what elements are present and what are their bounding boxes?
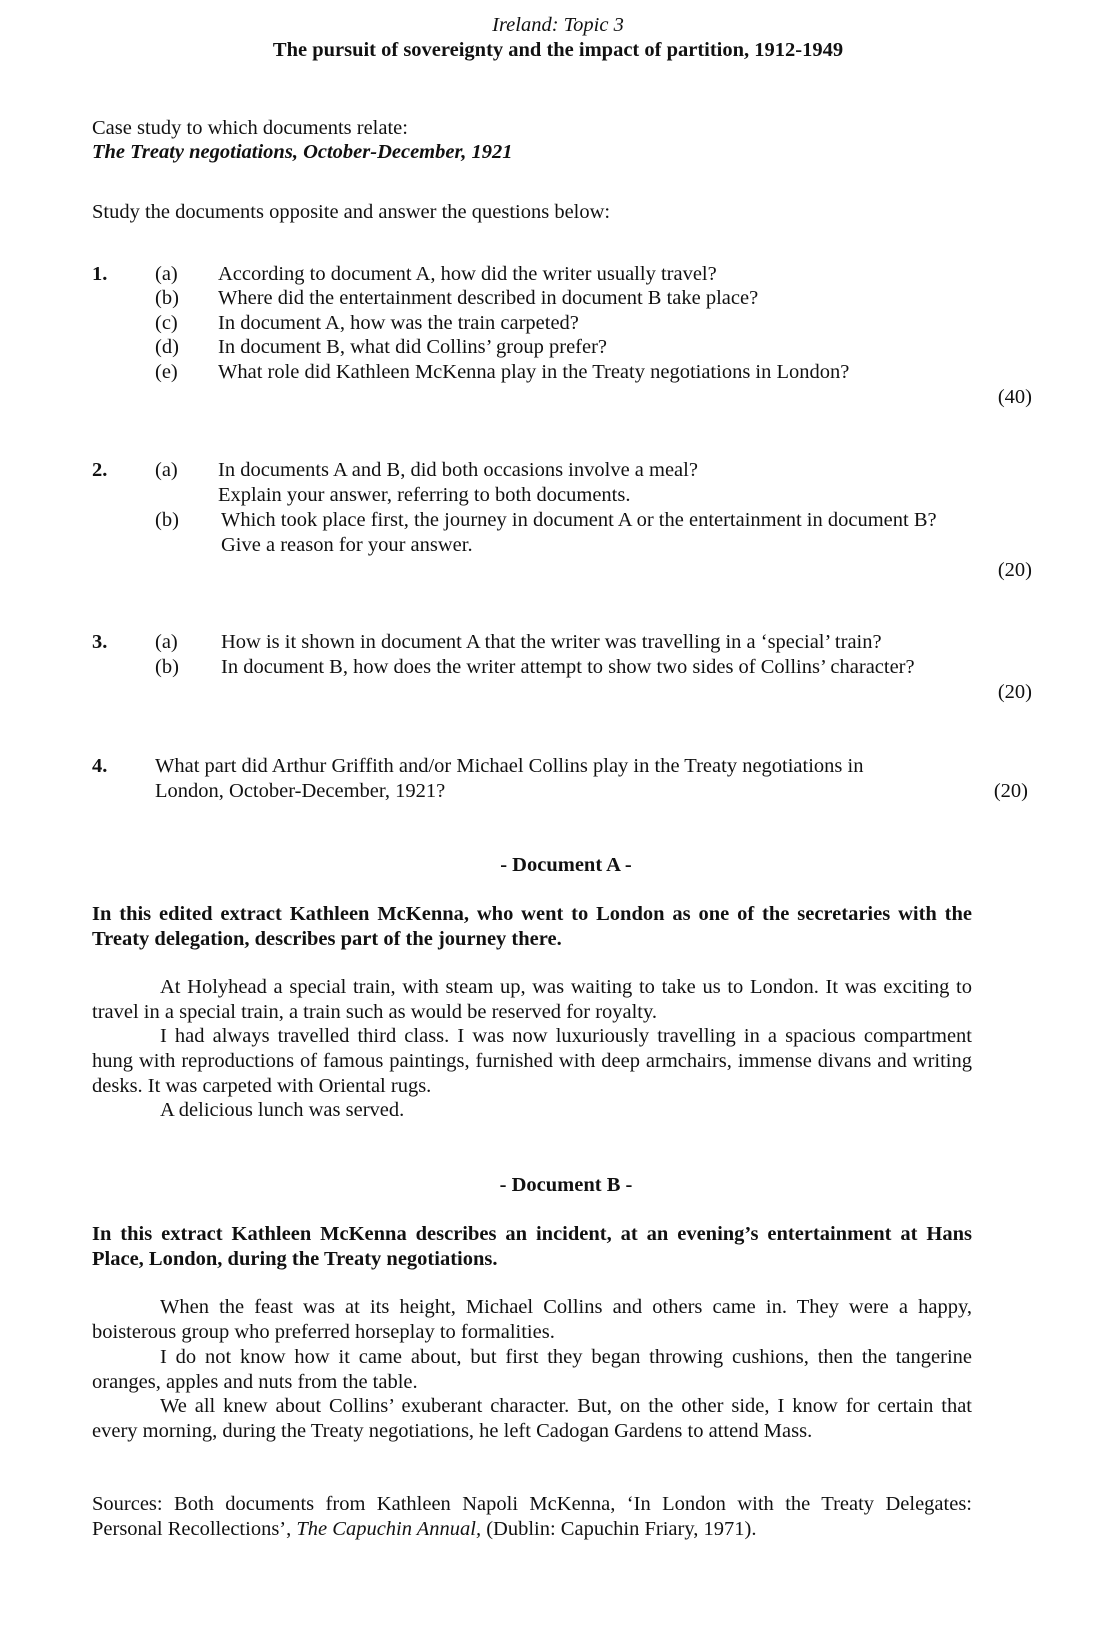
question-part-letter: (a) — [155, 459, 178, 481]
case-study-label: Case study to which documents relate: — [92, 117, 408, 139]
document-b-intro: In this extract Kathleen McKenna describes an incident, at an evening’s entertainment at Hans Place, London, during the Treaty negotiations. — [92, 1223, 972, 1270]
question-part-letter: (e) — [155, 361, 178, 383]
question-part-text: In document B, what did Collins’ group prefer? — [218, 336, 608, 358]
sources-journal: The Capuchin Annual, — [296, 1518, 482, 1540]
document-a-heading: - Document A - — [500, 854, 632, 876]
document-b-heading: - Document B - — [499, 1174, 633, 1196]
marks-label: (20) — [997, 559, 1032, 581]
case-study-name: The Treaty negotiations, October-December, 1921 — [92, 141, 513, 163]
question-part-text: Where did the entertainment described in document B take place? — [218, 287, 759, 309]
question-part-letter: (a) — [155, 263, 178, 285]
question-part-text: In documents A and B, did both occasions involve a meal? — [218, 459, 698, 481]
document-b-paragraph: When the feast was at its height, Michael Collins and others came in. They were a happy, boisterous group who preferred horseplay to formalities. — [92, 1296, 972, 1343]
question-part-letter: (b) — [155, 656, 179, 678]
sources-citation — [92, 1492, 972, 1542]
question-part-letter: (a) — [155, 631, 178, 653]
document-b-paragraph: I do not know how it came about, but first they began throwing cushions, then the tangerine oranges, apples and nuts from the table. — [92, 1346, 972, 1393]
marks-label: (20) — [993, 780, 1028, 802]
question-part-letter: (b) — [155, 509, 179, 531]
question-part-text: How is it shown in document A that the writer was travelling in a ‘special’ train? — [221, 631, 882, 653]
question-part-text: Which took place first, the journey in document A or the entertainment in document B? — [221, 509, 937, 531]
question-number: 4. — [92, 755, 108, 777]
document-a-paragraph: I had always travelled third class. I was now luxuriously travelling in a spacious compartment hung with reproductions of famous paintings, furnished with deep armchairs, immense divans and writing desks. It was carpeted with Oriental rugs. — [92, 1025, 972, 1097]
question-part-letter: (d) — [155, 336, 179, 358]
page-title: The pursuit of sovereignty and the impact of partition, 1912-1949 — [272, 39, 844, 61]
marks-label: (20) — [997, 681, 1032, 703]
question-text: What part did Arthur Griffith and/or Michael Collins play in the Treaty negotiations in — [155, 755, 864, 777]
question-part-text: Give a reason for your answer. — [221, 534, 473, 556]
document-a-intro: In this edited extract Kathleen McKenna, who went to London as one of the secretaries with the Treaty delegation, describes part of the journey there. — [92, 903, 972, 950]
marks-label: (40) — [997, 386, 1032, 408]
document-a-paragraph: At Holyhead a special train, with steam up, was waiting to take us to London. It was exciting to travel in a special train, a train such as would be reserved for royalty. — [92, 976, 972, 1023]
document-a-paragraph: A delicious lunch was served. — [160, 1099, 405, 1121]
sources-suffix: (Dublin: Capuchin Friary, 1971). — [481, 1518, 757, 1540]
question-number: 2. — [92, 459, 108, 481]
question-part-text: In document B, how does the writer attempt to show two sides of Collins’ character? — [221, 656, 915, 678]
instruction-text: Study the documents opposite and answer the questions below: — [92, 201, 611, 223]
question-number: 1. — [92, 263, 108, 285]
question-part-letter: (b) — [155, 287, 179, 309]
topic-heading: Ireland: Topic 3 — [492, 14, 624, 36]
question-text: London, October-December, 1921? — [155, 780, 446, 802]
document-b-paragraph: We all knew about Collins’ exuberant character. But, on the other side, I know for certain that every morning, during the Treaty negotiations, he left Cadogan Gardens to attend Mass. — [92, 1395, 972, 1442]
question-part-text: According to document A, how did the writer usually travel? — [218, 263, 717, 285]
question-part-text: Explain your answer, referring to both documents. — [218, 484, 631, 506]
sources-prefix: Sources: Both documents from Kathleen Napoli McKenna, ‘In London with the Treaty Delegates: Personal Recollections’, — [92, 1493, 972, 1540]
question-part-letter: (c) — [155, 312, 178, 334]
question-number: 3. — [92, 631, 108, 653]
question-part-text: In document A, how was the train carpeted? — [218, 312, 579, 334]
question-part-text: What role did Kathleen McKenna play in the Treaty negotiations in London? — [218, 361, 850, 383]
